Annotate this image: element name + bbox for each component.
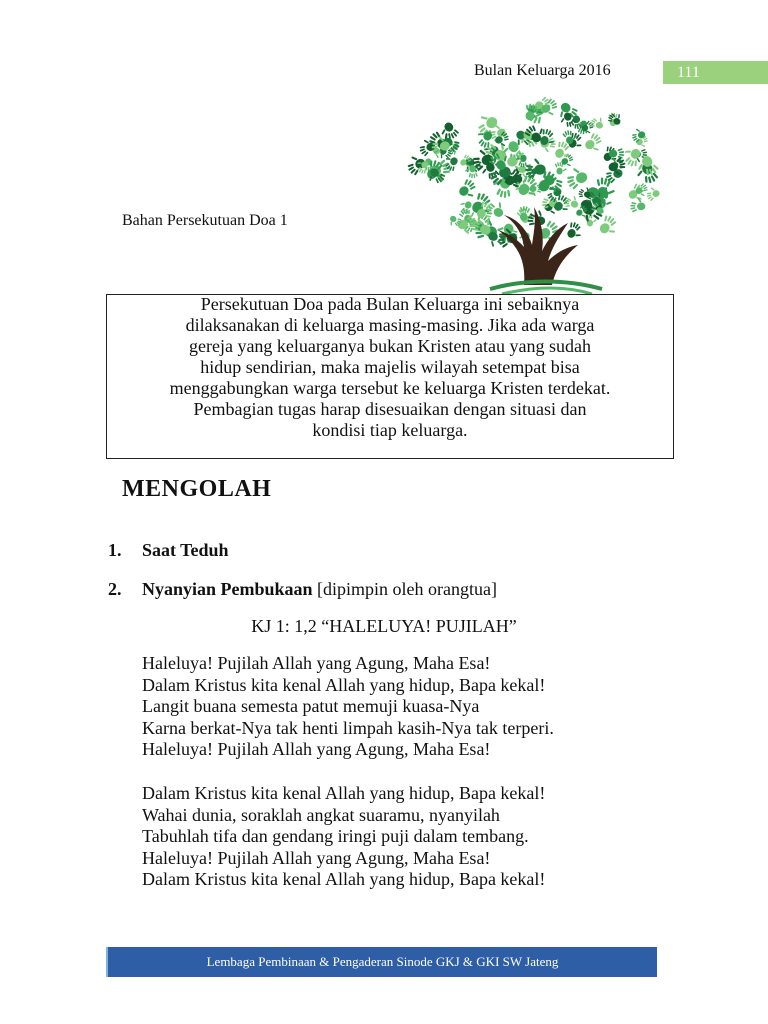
note-line: Persekutuan Doa pada Bulan Keluarga ini sebaiknya [200,294,580,314]
list-item [108,579,497,600]
item-number: 1. [108,540,122,560]
verse-line: Dalam Kristus kita kenal Allah yang hidup, Bapa kekal! [142,674,546,695]
verse-line: Wahai dunia, soraklah angkat suaramu, nyanyilah [142,804,500,825]
hand-leaf-icon [456,177,481,202]
verse-line: Karna berkat-Nya tak henti limpah kasih-Nya tak terperi. [142,717,554,738]
item-number: 2. [108,579,122,599]
verse-line: Haleluya! Pujilah Allah yang Agung, Maha Esa! [142,739,491,759]
note-line: gereja yang keluarganya bukan Kristen atau yang sudah [188,336,592,356]
note-text [106,294,674,441]
hand-leaf-icon [596,213,621,238]
song-title: KJ 1: 1,2 “HALELUYA! PUJILAH” [251,616,517,636]
verse-line: Dalam Kristus kita kenal Allah yang hidup, Bapa kekal! [142,783,546,803]
section-title: MENGOLAH [122,476,272,502]
list-item [108,540,229,561]
note-line: dilaksanakan di keluarga masing-masing. Jika ada warga [185,315,595,335]
note-line: Pembagian tugas harap disesuaikan dengan situasi dan [193,399,587,419]
hand-leaf-icon [589,114,606,131]
note-line: hidup sendirian, maka majelis wilayah setempat bisa [200,357,580,377]
tree-trunk [498,207,578,285]
verse-2 [142,783,545,891]
item-note: [dipimpin oleh orangtua] [317,579,498,599]
verse-line: Haleluya! Pujilah Allah yang Agung, Maha Esa! [142,653,491,673]
verse-1 [142,653,554,761]
verse-line: Tabuhlah tifa dan gendang iringi puji dalam tembang. [142,826,529,846]
note-line: menggabungkan warga tersebut ke keluarga Kristen terdekat. [169,378,611,398]
footer-bar: Lembaga Pembinaan & Pengaderan Sinode GKJ & GKI SW Jateng [106,947,657,977]
page-number: 111 [663,61,768,84]
verse-line: Dalam Kristus kita kenal Allah yang hidup, Bapa kekal! [142,869,546,889]
hand-leaf-icon [582,131,606,155]
tree-of-hands-icon [406,95,668,295]
subtitle: Bahan Persekutuan Doa 1 [122,212,288,229]
hand-leaf-icon [629,126,647,144]
item-label: Saat Teduh [142,540,229,560]
hand-leaf-icon [630,197,646,212]
verse-line: Langit buana semesta patut memuji kuasa-Nya [142,696,480,716]
verse-line: Haleluya! Pujilah Allah yang Agung, Maha Esa! [142,847,491,868]
header-title: Bulan Keluarga 2016 [474,62,611,79]
item-label: Nyanyian Pembukaan [142,579,313,599]
hand-leaf-icon [563,164,590,191]
note-line: kondisi tiap keluarga. [312,420,468,440]
